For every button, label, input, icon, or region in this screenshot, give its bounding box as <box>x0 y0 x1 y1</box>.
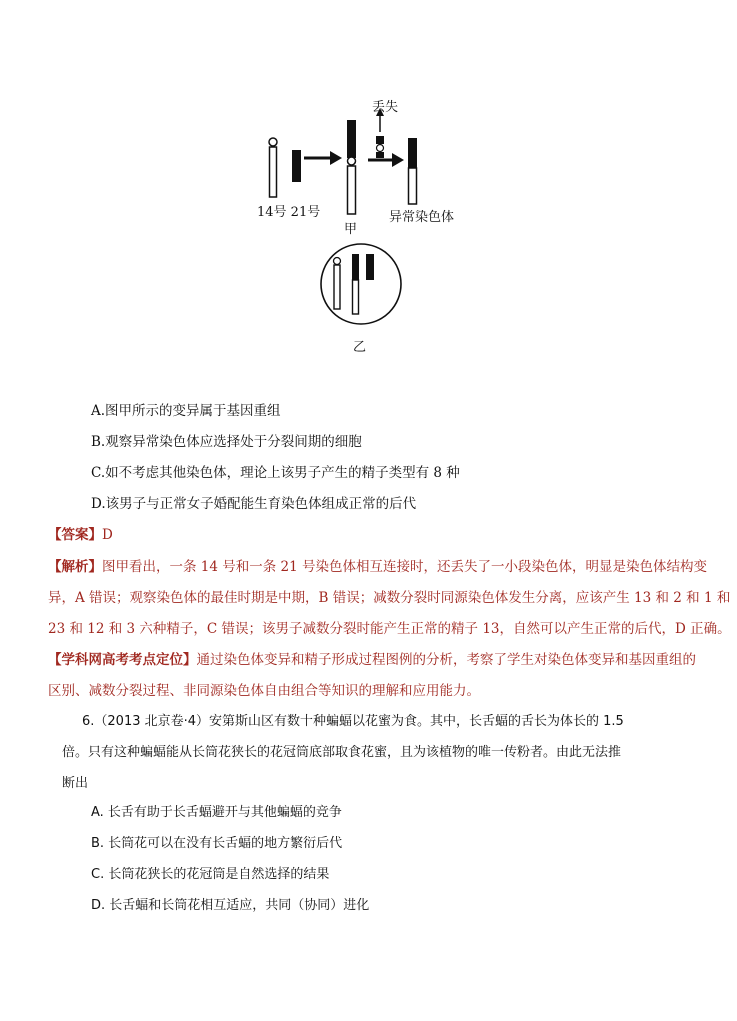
q6-option-c: C. 长筒花狭长的花冠筒是自然选择的结果 <box>91 867 330 882</box>
label-jia: 甲 <box>344 222 358 237</box>
label-abnormal: 异常染色体 <box>389 210 455 225</box>
q6-option-b: B. 长筒花可以在没有长舌蝠的地方繁衍后代 <box>91 836 343 851</box>
q5-option-a: A.图甲所示的变异属于基因重组 <box>91 403 281 419</box>
arrow-right-icon <box>368 153 404 167</box>
answer-value: D <box>102 527 113 543</box>
q5-option-c: C.如不考虑其他染色体，理论上该男子产生的精子类型有 8 种 <box>91 465 460 481</box>
analysis-text-1: 图甲看出，一条 14 号和一条 21 号染色体相互连接时，还丢失了一小段染色体，明显是染色体结构变 <box>102 559 708 575</box>
chromosome-14 <box>269 138 277 197</box>
chromosome-21 <box>292 150 301 182</box>
q6-stem-1: 6.（2013 北京卷·4）安第斯山区有数十种蝙蝠以花蜜为食。其中，长舌蝠的舌长为体长的 1.5 <box>82 714 624 729</box>
q5-option-d: D.该男子与正常女子婚配能生育染色体组成正常的后代 <box>91 496 417 512</box>
label-14-21: 14号 21号 <box>257 205 321 220</box>
q6-option-d: D. 长舌蝠和长筒花相互适应，共同（协同）进化 <box>91 898 370 913</box>
point-tag: 【学科网高考考点定位】 <box>48 652 197 668</box>
q5-option-b: B.观察异常染色体应选择处于分裂间期的细胞 <box>91 434 362 450</box>
analysis-line-3: 23 和 12 和 3 六种精子，C 错误；该男子减数分裂时能产生正常的精子 13，自然可以产生正常的后代，D 正确。 <box>48 621 731 637</box>
answer-line <box>48 525 113 545</box>
chromosome-figure <box>0 0 737 380</box>
answer-tag: 【答案】 <box>48 527 102 543</box>
q6-stem-2: 倍。只有这种蝙蝠能从长筒花狭长的花冠筒底部取食花蜜，且为该植物的唯一传粉者。由此无法推 <box>62 745 622 760</box>
label-yi: 乙 <box>353 340 367 355</box>
point-line-2: 区别、减数分裂过程、非同源染色体自由组合等知识的理解和应用能力。 <box>48 683 480 699</box>
q6-stem-3: 断出 <box>62 776 89 791</box>
analysis-tag: 【解析】 <box>48 559 102 575</box>
cell-yi <box>321 244 401 324</box>
analysis-line-1 <box>48 557 707 577</box>
point-line-1 <box>48 650 696 670</box>
abnormal-chromosome <box>408 138 417 204</box>
chromosome-jia <box>347 120 356 214</box>
point-text-1: 通过染色体变异和精子形成过程图例的分析，考察了学生对染色体变异和基因重组的 <box>196 652 696 668</box>
chromosome-diagram <box>0 0 737 380</box>
q6-option-a: A. 长舌有助于长舌蝠避开与其他蝙蝠的竞争 <box>91 805 342 820</box>
arrow-right-icon <box>304 151 342 165</box>
label-lost: 丢失 <box>372 100 399 115</box>
analysis-line-2: 异，A 错误；观察染色体的最佳时期是中期，B 错误；减数分裂时同源染色体发生分离，应该产生 13 和 2 和 1 和 <box>48 590 731 606</box>
lost-fragment <box>376 108 384 158</box>
